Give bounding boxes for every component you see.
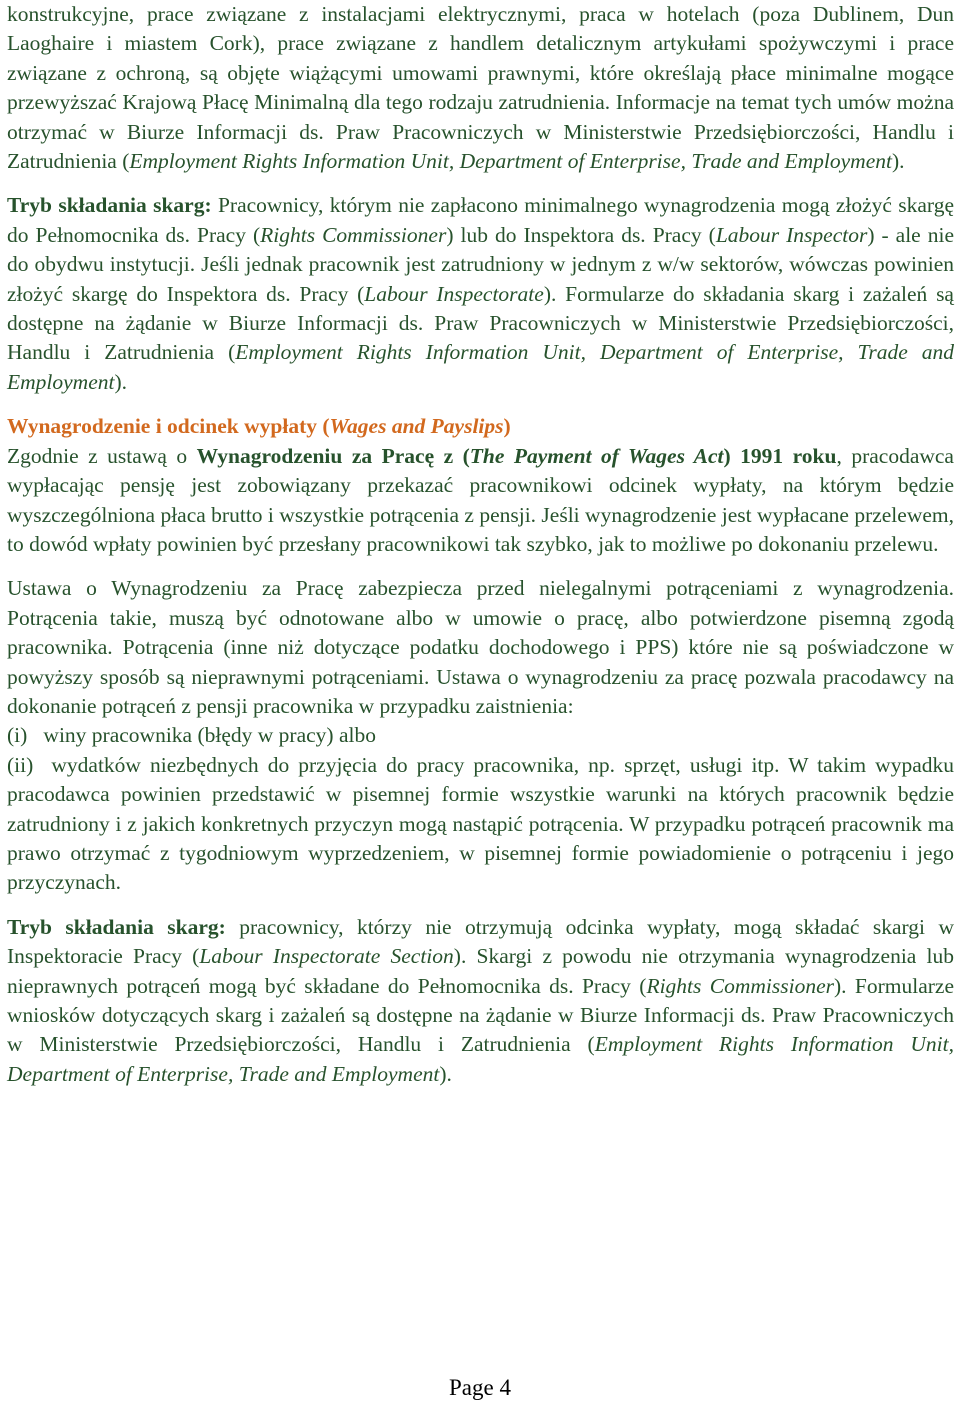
paragraph-complaints-minimum-wage: Tryb składania skarg: Pracownicy, którym nie zapłacono minimalnego wynagrodzenia mogą złożyć skargę do Pełnomocnika ds. Pracy (Rights Commissioner) lub do Inspektora ds. Pracy (Labour Inspector) - ale nie do obydwu instytucji. Jeśli jednak pracownik jest zatrudniony w jednym z w/w sektorów, wówczas powinien złożyć skargę do Inspektora ds. Pracy (Labour Inspectorate). Formularze do składania skarg i zażaleń są dostępne na żądanie w Biurze Informacji ds. Praw Pracowniczych w Ministerstwie Przedsiębiorczości, Handlu i Zatrudnienia (Employment Rights Information Unit, Department of Enterprise, Trade and Employment). [7, 193, 954, 394]
document-page [7, 0, 960, 1089]
complaints-lead: Tryb składania skarg: [7, 193, 212, 218]
paragraph-complaints-payslips: Tryb składania skarg: pracownicy, którzy nie otrzymują odcinka wypłaty, mogą składać skargi w Inspektoracie Pracy (Labour Inspectorate Section). Skargi z powodu nie otrzymania wynagrodzenia lub nieprawnych potrąceń mogą być składane do Pełnomocnika ds. Pracy (Rights Commissioner). Formularze wniosków dotyczących skarg i zażaleń są dostępne na żądanie w Biurze Informacji ds. Praw Pracowniczych w Ministerstwie Przedsiębiorczości, Handlu i Zatrudnienia (Employment Rights Information Unit, Department of Enterprise, Trade and Employment). [7, 914, 955, 1086]
section-heading-wages: Wynagrodzenie i odcinek wypłaty (Wages and Payslips) [7, 414, 511, 439]
paragraph-deductions: Ustawa o Wynagrodzeniu za Pracę zabezpiecza przed nielegalnymi potrąceniami z wynagrodzenia. Potrącenia takie, muszą być odnotowane albo w umowie o pracę, albo potwierdzone pisemną zgodą pracownika. Potrącenia (inne niż dotyczące podatku dochodowego i PPS) które nie są poświadczone w powyższy sposób są nieprawnymi potrąceniami. Ustawa o wynagrodzeniu za pracę pozwala pracodawcy na dokonanie potrąceń z pensji pracownika w przypadku zaistnienia: (i) winy pracownika (błędy w pracy) albo (ii) wydatków niezbędnych do przyjęcia do pracy pracownika, np. sprzęt, usługi itp. W takim wypadku pracodawca powinien przedstawić w pisemnej formie wszystkie warunki na których pracownik będzie zatrudniony i z jakich konkretnych przyczyn mogą nastąpić potrącenia. W przypadku potrąceń pracownik ma prawo otrzymać z tygodniowym wyprzedzeniem, w pisemnej formie powiadomienie o potrąceniu i jego przyczynach. [7, 574, 954, 897]
paragraph-payment-of-wages-act: Zgodnie z ustawą o Wynagrodzeniu za Pracę z (The Payment of Wages Act) 1991 roku, pracodawca wypłacając pensję jest zobowiązany przekazać pracownikowi odcinek wypłaty, na którym będzie wyszczególniona płaca brutto i wszystkie potrącenia z pensji. Jeśli wynagrodzenie jest wypłacane przelewem, to dowód wpłaty powinien być przesłany pracownikowi tak szybko, jak to możliwe po dokonaniu przelewu. [7, 443, 954, 556]
complaints-lead: Tryb składania skarg: [7, 914, 226, 939]
paragraph-minimum-wage-agreements: konstrukcyjne, prace związane z instalacjami elektrycznymi, praca w hotelach (poza Dublinem, Dun Laoghaire i miastem Cork), prace związane z handlem detalicznym artykułami spożywczymi i prace związane z ochroną, są objęte wiążącymi umowami prawnymi, które określają płace minimalne mogące przewyższać Krajową Płacę Minimalną dla tego rodzaju zatrudnienia. Informacje na temat tych umów można otrzymać w Biurze Informacji ds. Praw Pracowniczych w Ministerstwie Przedsiębiorczości, Handlu i Zatrudnienia (Employment Rights Information Unit, Department of Enterprise, Trade and Employment). [7, 2, 954, 174]
list-item: (ii) wydatków niezbędnych do przyjęcia do pracy pracownika, np. sprzęt, usługi itp. W takim wypadku pracodawca powinien przedstawić w pisemnej formie wszystkie warunki na których pracownik będzie zatrudniony i z jakich konkretnych przyczyn mogą nastąpić potrącenia. W przypadku potrąceń pracownik ma prawo otrzymać z tygodniowym wyprzedzeniem, w pisemnej formie powiadomienie o potrąceniu i jego przyczynach. [7, 752, 960, 895]
list-item: (i) winy pracownika (błędy w pracy) albo [7, 723, 376, 748]
page-number: Page 4 [449, 1375, 511, 1400]
